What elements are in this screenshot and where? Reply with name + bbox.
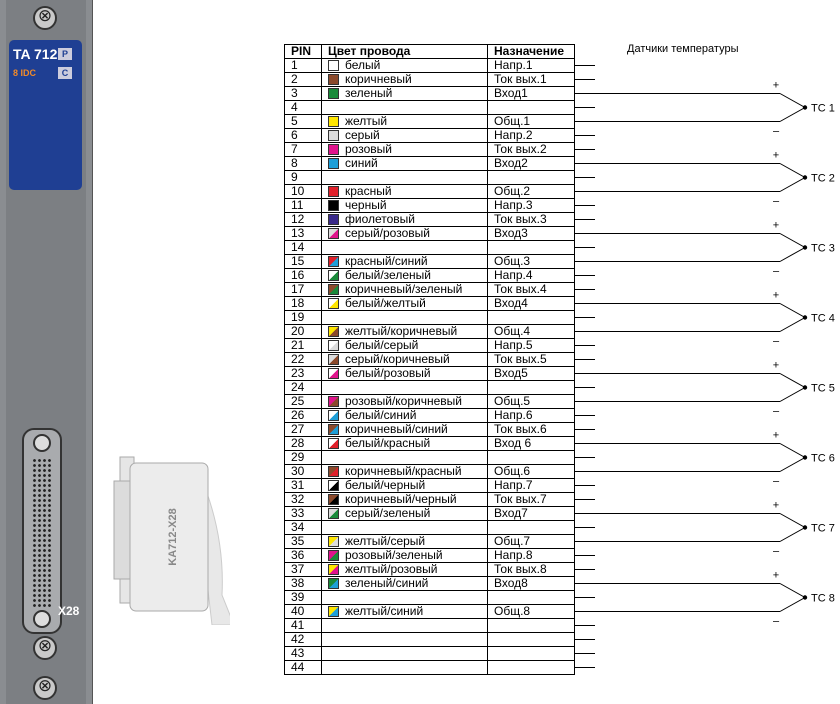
minus-sign: –: [772, 405, 780, 418]
thermocouple-dot-icon: [803, 455, 807, 459]
minus-sign: –: [772, 265, 780, 278]
header-wire-color: Цвет провода: [322, 45, 488, 59]
pin-number: 25: [285, 395, 322, 409]
pin-number: 34: [285, 521, 322, 535]
pin-function: Ток вых.1: [488, 73, 575, 87]
pin-number: 6: [285, 129, 322, 143]
wire-color-label: черный: [345, 198, 387, 212]
pin-number: 41: [285, 619, 322, 633]
pin-number: 31: [285, 479, 322, 493]
pin-function: Ток вых.6: [488, 423, 575, 437]
wire-color-label: серый/коричневый: [345, 352, 450, 366]
pin-function: Вход2: [488, 157, 575, 171]
wire-color-label: серый/зеленый: [345, 506, 431, 520]
pin-number: 11: [285, 199, 322, 213]
badge-p: P: [58, 48, 72, 60]
pin-function: Ток вых.7: [488, 493, 575, 507]
module-subtitle: 8 IDC: [13, 68, 37, 78]
wire-color-label: белый/зеленый: [345, 268, 431, 282]
minus-sign: –: [772, 335, 780, 348]
pin-function: Общ.7: [488, 535, 575, 549]
wire-color-label: синий: [345, 156, 378, 170]
pin-number: 42: [285, 633, 322, 647]
pin-number: 12: [285, 213, 322, 227]
pin-function: Напр.7: [488, 479, 575, 493]
minus-sign: –: [772, 615, 780, 628]
wire-color-label: желтый/серый: [345, 534, 426, 548]
pin-function: Напр.8: [488, 549, 575, 563]
pin-function: Напр.1: [488, 59, 575, 73]
sensor-label: TC 6: [811, 452, 835, 465]
plug-label: KA712-X28: [167, 508, 179, 566]
pin-function: Общ.5: [488, 395, 575, 409]
wire-color-label: коричневый/синий: [345, 422, 448, 436]
thermocouple-dot-icon: [803, 525, 807, 529]
pin-number: 10: [285, 185, 322, 199]
pin-function: Напр.2: [488, 129, 575, 143]
pin-function: Ток вых.3: [488, 213, 575, 227]
thermocouple-dot-icon: [803, 175, 807, 179]
wire-color-label: белый/розовый: [345, 366, 431, 380]
thermocouple-dot-icon: [803, 105, 807, 109]
pin-function: Общ.1: [488, 115, 575, 129]
plus-sign: +: [772, 289, 780, 302]
thermocouple-junction: [780, 374, 805, 402]
header-pin: PIN: [285, 45, 322, 59]
pin-function: Вход1: [488, 87, 575, 101]
plus-sign: +: [772, 429, 780, 442]
plus-sign: +: [772, 79, 780, 92]
pin-number: 13: [285, 227, 322, 241]
pin-function: Общ.4: [488, 325, 575, 339]
thermocouple-dot-icon: [803, 315, 807, 319]
pin-number: 8: [285, 157, 322, 171]
sensor-label: TC 4: [811, 312, 835, 325]
sensors-heading: Датчики температуры: [627, 43, 739, 55]
header-function: Назначение: [488, 45, 575, 59]
wire-color-label: белый/серый: [345, 338, 419, 352]
wire-color-label: белый/красный: [345, 436, 431, 450]
pin-number: 7: [285, 143, 322, 157]
pin-number: 24: [285, 381, 322, 395]
pin-function: Вход3: [488, 227, 575, 241]
pin-function: Вход7: [488, 507, 575, 521]
thermocouple-dot-icon: [803, 595, 807, 599]
thermocouple-junction: [780, 304, 805, 332]
plus-sign: +: [772, 569, 780, 582]
pin-number: 22: [285, 353, 322, 367]
pin-number: 9: [285, 171, 322, 185]
sensor-label: TC 3: [811, 242, 835, 255]
pin-number: 15: [285, 255, 322, 269]
wire-color-label: зеленый: [345, 86, 393, 100]
minus-sign: –: [772, 125, 780, 138]
pin-function: Общ.3: [488, 255, 575, 269]
pin-number: 17: [285, 283, 322, 297]
pin-function: Напр.4: [488, 269, 575, 283]
pin-number: 36: [285, 549, 322, 563]
wire-color-label: коричневый/черный: [345, 492, 457, 506]
pin-number: 38: [285, 577, 322, 591]
wire-color-label: красный: [345, 184, 392, 198]
pin-number: 18: [285, 297, 322, 311]
wire-color-label: розовый/коричневый: [345, 394, 462, 408]
pin-number: 5: [285, 115, 322, 129]
pin-number: 28: [285, 437, 322, 451]
pin-function: Вход4: [488, 297, 575, 311]
wire-color-label: розовый/зеленый: [345, 548, 443, 562]
wire-color-label: коричневый/красный: [345, 464, 462, 478]
pin-function: Напр.5: [488, 339, 575, 353]
minus-sign: –: [772, 475, 780, 488]
badge-c: C: [58, 67, 72, 79]
wire-color-label: белый/желтый: [345, 296, 426, 310]
pin-number: 19: [285, 311, 322, 325]
wire-color-label: серый/розовый: [345, 226, 430, 240]
sensor-label: TC 2: [811, 172, 835, 185]
thermocouple-junction: [780, 164, 805, 192]
pin-number: 1: [285, 59, 322, 73]
pin-number: 26: [285, 409, 322, 423]
pin-function: Напр.6: [488, 409, 575, 423]
pin-number: 39: [285, 591, 322, 605]
sensor-label: TC 1: [811, 102, 835, 115]
thermocouple-junction: [780, 584, 805, 612]
thermocouple-dot-icon: [803, 245, 807, 249]
wire-color-label: желтый: [345, 114, 388, 128]
pin-number: 2: [285, 73, 322, 87]
thermocouple-junction: [780, 94, 805, 122]
pin-number: 37: [285, 563, 322, 577]
minus-sign: –: [772, 195, 780, 208]
wire-color-label: фиолетовый: [345, 212, 416, 226]
wire-color-label: серый: [345, 128, 380, 142]
pin-number: 32: [285, 493, 322, 507]
pin-number: 4: [285, 101, 322, 115]
pin-number: 44: [285, 661, 322, 675]
thermocouple-junction: [780, 234, 805, 262]
pin-function: Напр.3: [488, 199, 575, 213]
plus-sign: +: [772, 359, 780, 372]
pin-number: 23: [285, 367, 322, 381]
wire-color-label: белый/черный: [345, 478, 426, 492]
pin-function: Ток вых.5: [488, 353, 575, 367]
connector-label: X28: [58, 604, 80, 618]
wire-color-label: коричневый/зеленый: [345, 282, 463, 296]
pin-number: 14: [285, 241, 322, 255]
pin-number: 35: [285, 535, 322, 549]
pin-function: Общ.2: [488, 185, 575, 199]
sensor-label: TC 7: [811, 522, 835, 535]
wire-color-label: белый: [345, 58, 381, 72]
thermocouple-dot-icon: [803, 385, 807, 389]
pin-number: 21: [285, 339, 322, 353]
plus-sign: +: [772, 219, 780, 232]
wire-color-label: желтый/коричневый: [345, 324, 458, 338]
pin-number: 40: [285, 605, 322, 619]
pin-function: Общ.8: [488, 605, 575, 619]
wire-color-label: красный/синий: [345, 254, 428, 268]
pin-number: 33: [285, 507, 322, 521]
pin-number: 3: [285, 87, 322, 101]
wire-color-label: желтый/розовый: [345, 562, 438, 576]
sensor-label: TC 8: [811, 592, 835, 605]
pin-number: 20: [285, 325, 322, 339]
pin-number: 29: [285, 451, 322, 465]
wire-color-label: белый/синий: [345, 408, 417, 422]
module-title: TA 712: [13, 46, 58, 62]
pin-function: Ток вых.2: [488, 143, 575, 157]
thermocouple-junction: [780, 444, 805, 472]
pin-number: 16: [285, 269, 322, 283]
plus-sign: +: [772, 149, 780, 162]
pin-number: 27: [285, 423, 322, 437]
plus-sign: +: [772, 499, 780, 512]
pin-function: Ток вых.4: [488, 283, 575, 297]
wire-color-label: коричневый: [345, 72, 412, 86]
wire-color-label: желтый/синий: [345, 604, 424, 618]
wire-color-label: зеленый/синий: [345, 576, 429, 590]
pin-function: Вход 6: [488, 437, 575, 451]
pin-function: Общ.6: [488, 465, 575, 479]
minus-sign: –: [772, 545, 780, 558]
pin-function: Вход5: [488, 367, 575, 381]
pin-number: 43: [285, 647, 322, 661]
pin-function: Вход8: [488, 577, 575, 591]
pin-number: 30: [285, 465, 322, 479]
pin-function: Ток вых.8: [488, 563, 575, 577]
wire-color-label: розовый: [345, 142, 392, 156]
sensor-label: TC 5: [811, 382, 835, 395]
thermocouple-junction: [780, 514, 805, 542]
